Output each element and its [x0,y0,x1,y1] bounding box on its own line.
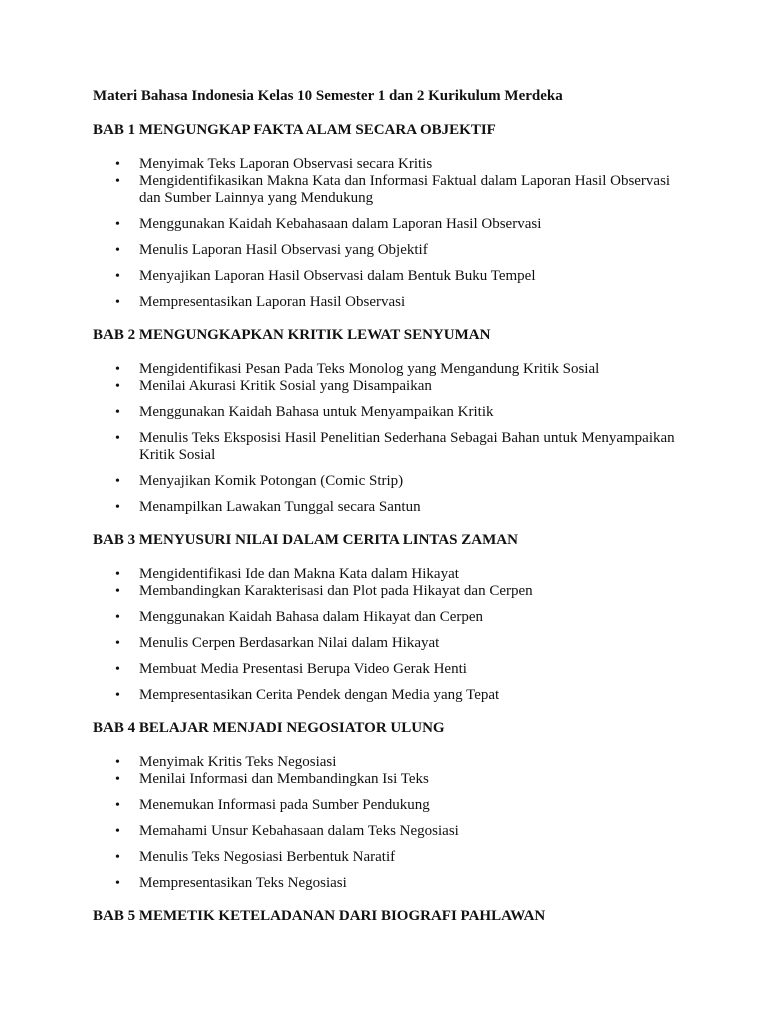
list-item: • Menyimak Teks Laporan Observasi secara Kritis [93,156,693,173]
list-item: • Mengidentifikasi Pesan Pada Teks Monolog yang Mengandung Kritik Sosial [93,361,693,378]
chapter-3-heading: BAB 3 MENYUSURI NILAI DALAM CERITA LINTAS ZAMAN [93,532,518,548]
list-item: • Menggunakan Kaidah Kebahasaan dalam Laporan Hasil Observasi [93,216,693,233]
list-item: • Menulis Teks Negosiasi Berbentuk Naratif [93,849,693,866]
list-item: • Menggunakan Kaidah Bahasa dalam Hikayat dan Cerpen [93,609,693,626]
list-item: • Memahami Unsur Kebahasaan dalam Teks Negosiasi [93,823,693,840]
list-item: • Menampilkan Lawakan Tunggal secara Santun [93,499,693,516]
chapter-2-heading: BAB 2 MENGUNGKAPKAN KRITIK LEWAT SENYUMAN [93,327,491,343]
list-item: • Mempresentasikan Cerita Pendek dengan Media yang Tepat [93,687,693,704]
list-item: • Mempresentasikan Teks Negosiasi [93,875,693,892]
chapter-4-heading: BAB 4 BELAJAR MENJADI NEGOSIATOR ULUNG [93,720,445,736]
chapter-1-heading: BAB 1 MENGUNGKAP FAKTA ALAM SECARA OBJEKTIF [93,122,496,138]
chapter-5-heading: BAB 5 MEMETIK KETELADANAN DARI BIOGRAFI PAHLAWAN [93,908,546,924]
document-page [93,87,693,942]
list-item: • Mempresentasikan Laporan Hasil Observasi [93,294,693,311]
document-title: Materi Bahasa Indonesia Kelas 10 Semester 1 dan 2 Kurikulum Merdeka [93,88,563,104]
chapter-4-list [93,754,693,892]
list-item: • Menyajikan Komik Potongan (Comic Strip) [93,473,693,490]
chapter-3-list [93,566,693,704]
list-item: • Menemukan Informasi pada Sumber Pendukung [93,797,693,814]
list-item: • Menggunakan Kaidah Bahasa untuk Menyampaikan Kritik [93,404,693,421]
list-item: • Membandingkan Karakterisasi dan Plot pada Hikayat dan Cerpen [93,583,693,600]
list-item: • Mengidentifikasi Ide dan Makna Kata dalam Hikayat [93,566,693,583]
list-item: • Menulis Teks Eksposisi Hasil Penelitian Sederhana Sebagai Bahan untuk Menyampaikan Kritik Sosial [93,430,693,464]
list-item: • Menilai Informasi dan Membandingkan Isi Teks [93,771,693,788]
list-item: • Menulis Laporan Hasil Observasi yang Objektif [93,242,693,259]
list-item: • Membuat Media Presentasi Berupa Video Gerak Henti [93,661,693,678]
chapter-2-list [93,361,693,516]
list-item: • Menyimak Kritis Teks Negosiasi [93,754,693,771]
chapter-1-list [93,156,693,311]
list-item: • Menulis Cerpen Berdasarkan Nilai dalam Hikayat [93,635,693,652]
list-item: • Menilai Akurasi Kritik Sosial yang Disampaikan [93,378,693,395]
list-item: • Menyajikan Laporan Hasil Observasi dalam Bentuk Buku Tempel [93,268,693,285]
list-item: • Mengidentifikasikan Makna Kata dan Informasi Faktual dalam Laporan Hasil Observasi dan Sumber Lainnya yang Mendukung [93,173,693,207]
